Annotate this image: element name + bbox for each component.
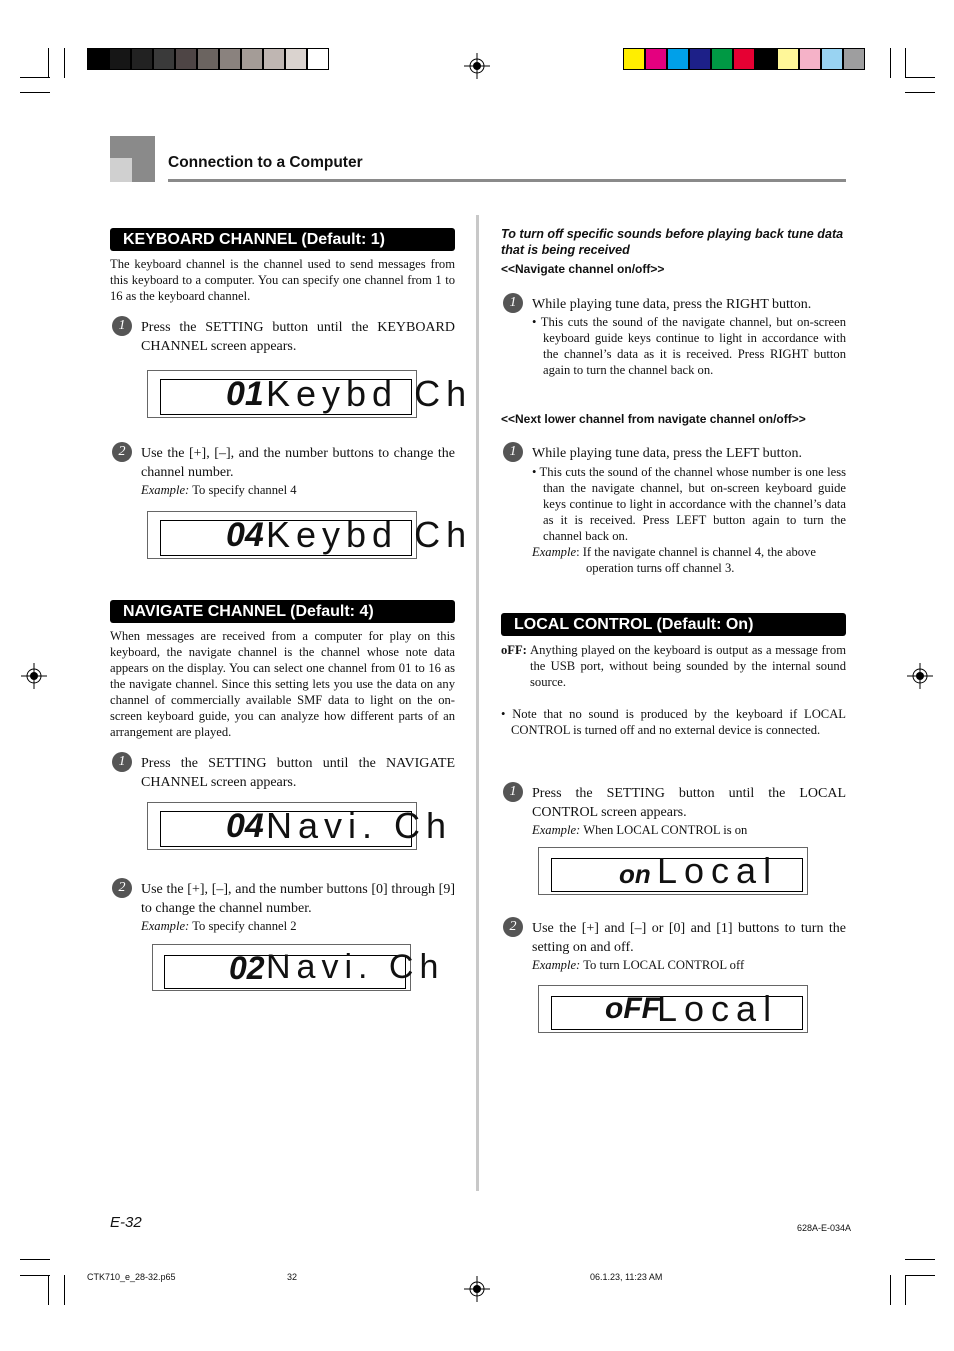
example-text: To turn LOCAL CONTROL off	[583, 958, 745, 972]
step-text: Press the SETTING button until the KEYBOARD CHANNEL screen appears.	[141, 320, 455, 354]
subhead-navigate-on-off: <<Navigate channel on/off>>	[501, 262, 665, 276]
step-text: While playing tune data, press the LEFT button.	[532, 446, 802, 461]
lcd-label: Navi. Ch	[266, 805, 453, 846]
lcd-display	[538, 985, 808, 1033]
step-number: 1	[112, 752, 132, 772]
gray-swatch	[307, 48, 329, 70]
document-code: 628A-E-034A	[797, 1223, 852, 1233]
crop-mark	[905, 1275, 935, 1276]
color-swatch	[645, 48, 667, 70]
crop-mark	[20, 92, 50, 93]
step-number: 2	[112, 878, 132, 898]
crop-mark	[905, 1275, 906, 1305]
gray-swatch	[263, 48, 285, 70]
example-label: Example:	[141, 483, 190, 497]
bullet-note: • Note that no sound is produced by the keyboard if LOCAL CONTROL is turned off and no external device is connected.	[501, 707, 846, 737]
step-number: 1	[503, 782, 523, 802]
color-swatch	[777, 48, 799, 70]
color-swatch	[689, 48, 711, 70]
lcd-label: Local	[657, 850, 779, 891]
color-swatch	[843, 48, 865, 70]
gray-swatch	[285, 48, 307, 70]
step-text: Use the [+], [–], and the number buttons to change the channel number.	[141, 446, 455, 480]
crop-mark	[905, 92, 935, 93]
lcd-channel-number: 02	[229, 950, 265, 986]
step-text: While playing tune data, press the RIGHT button.	[532, 297, 812, 312]
gray-swatch	[131, 48, 153, 70]
column-divider	[476, 215, 479, 1191]
bullet-note: • This cuts the sound of the navigate channel, but on-screen keyboard guide keys continue to light in accordance with the channel’s data as it is received. Press RIGHT button again to turn the channel back on.	[532, 315, 846, 377]
lcd-display	[147, 802, 453, 850]
gray-swatch	[197, 48, 219, 70]
lcd-display	[538, 847, 808, 895]
gray-swatch	[219, 48, 241, 70]
lcd-channel-number: 01	[226, 375, 264, 413]
example-line	[532, 544, 846, 576]
step-text: Press the SETTING button until the NAVIGATE CHANNEL screen appears.	[141, 756, 455, 790]
keyboard-channel-intro: The keyboard channel is the channel used to send messages from this keyboard to a computer. You can specify one channel from 1 to 16 as the keyboard channel.	[110, 257, 455, 303]
lcd-label: Keybd Ch	[266, 373, 473, 414]
gray-swatch	[87, 48, 109, 70]
crop-mark	[20, 1275, 50, 1276]
example-line	[141, 482, 297, 498]
step-number: 1	[503, 293, 523, 313]
lcd-channel-number: 04	[226, 807, 264, 845]
header-tab-block-inner	[110, 158, 132, 182]
section-title-navigate-channel: NAVIGATE CHANNEL (Default: 4)	[110, 600, 455, 623]
example-text: To specify channel 4	[192, 483, 297, 497]
lcd-local-state: on	[619, 859, 651, 889]
crop-mark	[905, 77, 935, 78]
lcd-display	[147, 511, 473, 559]
lcd-label: Navi. Ch	[266, 948, 445, 986]
color-swatch	[821, 48, 843, 70]
color-swatch	[799, 48, 821, 70]
lcd-display	[152, 944, 445, 991]
crop-mark	[64, 48, 65, 78]
subhead-next-lower-channel: <<Next lower channel from navigate channel on/off>>	[501, 412, 806, 426]
section-title-keyboard-channel: KEYBOARD CHANNEL (Default: 1)	[110, 228, 455, 251]
color-swatch	[733, 48, 755, 70]
example-text: : If the navigate channel is channel 4, the above operation turns off channel 3.	[576, 545, 816, 575]
page-title: Connection to a Computer	[168, 154, 363, 171]
registration-mark-icon	[464, 1276, 490, 1302]
registration-mark-icon	[907, 663, 933, 689]
crop-mark	[890, 48, 891, 78]
example-line	[532, 957, 744, 973]
example-text: When LOCAL CONTROL is on	[583, 823, 748, 837]
crop-mark	[905, 48, 906, 78]
gray-swatch	[109, 48, 131, 70]
example-text: To specify channel 2	[192, 919, 297, 933]
example-line	[141, 918, 297, 934]
color-swatch	[711, 48, 733, 70]
turn-off-heading: To turn off specific sounds before playing back tune data that is being received	[501, 227, 844, 257]
off-label: oFF:	[501, 643, 527, 657]
lcd-local-state: oFF	[605, 992, 660, 1025]
crop-mark	[20, 77, 50, 78]
crop-mark	[48, 1275, 49, 1305]
header-rule	[168, 179, 846, 182]
registration-mark-icon	[464, 53, 490, 79]
page-number: E-32	[110, 1214, 142, 1231]
bullet-note: • This cuts the sound of the channel whose number is one less than the navigate channel, but on-screen keyboard guide keys continue to light in accordance with the channel’s data as it is received. Press LEFT button again to turn the channel back on.	[532, 465, 846, 543]
lcd-channel-number: 04	[226, 516, 264, 554]
section-title-local-control: LOCAL CONTROL (Default: On)	[501, 613, 846, 636]
step-text: Press the SETTING button until the LOCAL CONTROL screen appears.	[532, 786, 846, 820]
crop-mark	[905, 1259, 935, 1260]
color-swatch	[667, 48, 689, 70]
color-swatch	[623, 48, 645, 70]
color-swatch	[755, 48, 777, 70]
gray-swatch	[153, 48, 175, 70]
example-label: Example	[532, 545, 577, 559]
gray-swatch	[175, 48, 197, 70]
lcd-display	[147, 370, 473, 418]
step-text: Use the [+], [–], and the number buttons [0] through [9] to change the channel number.	[141, 882, 455, 916]
step-number: 2	[503, 917, 523, 937]
step-text: Use the [+] and [–] or [0] and [1] buttons to turn the setting on and off.	[532, 921, 846, 955]
navigate-channel-intro: When messages are received from a computer for play on this keyboard, the navigate channel is the channel whose note data appears on the display. You can select one channel from 01 to 16 as the navigate channel. Since this setting lets you use the data on any channel of commercially available SMF data to light on the on-screen keyboard guide, you can analyze how different parts of an arrangement are played.	[110, 629, 455, 739]
example-line	[532, 822, 747, 838]
example-label: Example:	[532, 958, 581, 972]
example-label: Example:	[532, 823, 581, 837]
crop-mark	[64, 1275, 65, 1305]
step-number: 1	[112, 316, 132, 336]
print-timestamp: 06.1.23, 11:23 AM	[590, 1272, 663, 1282]
lcd-label: Keybd Ch	[266, 514, 473, 555]
crop-mark	[890, 1275, 891, 1305]
step-number: 2	[112, 442, 132, 462]
registration-mark-icon	[21, 663, 47, 689]
crop-mark	[20, 1259, 50, 1260]
gray-swatch	[241, 48, 263, 70]
file-name: CTK710_e_28-32.p65	[87, 1272, 176, 1282]
off-description: Anything played on the keyboard is output as a message from the USB port, without being sounded by the internal sound source.	[530, 643, 846, 689]
step-number: 1	[503, 442, 523, 462]
file-page-number: 32	[287, 1272, 298, 1282]
lcd-label: Local	[657, 988, 779, 1029]
crop-mark	[48, 48, 49, 78]
example-label: Example:	[141, 919, 190, 933]
